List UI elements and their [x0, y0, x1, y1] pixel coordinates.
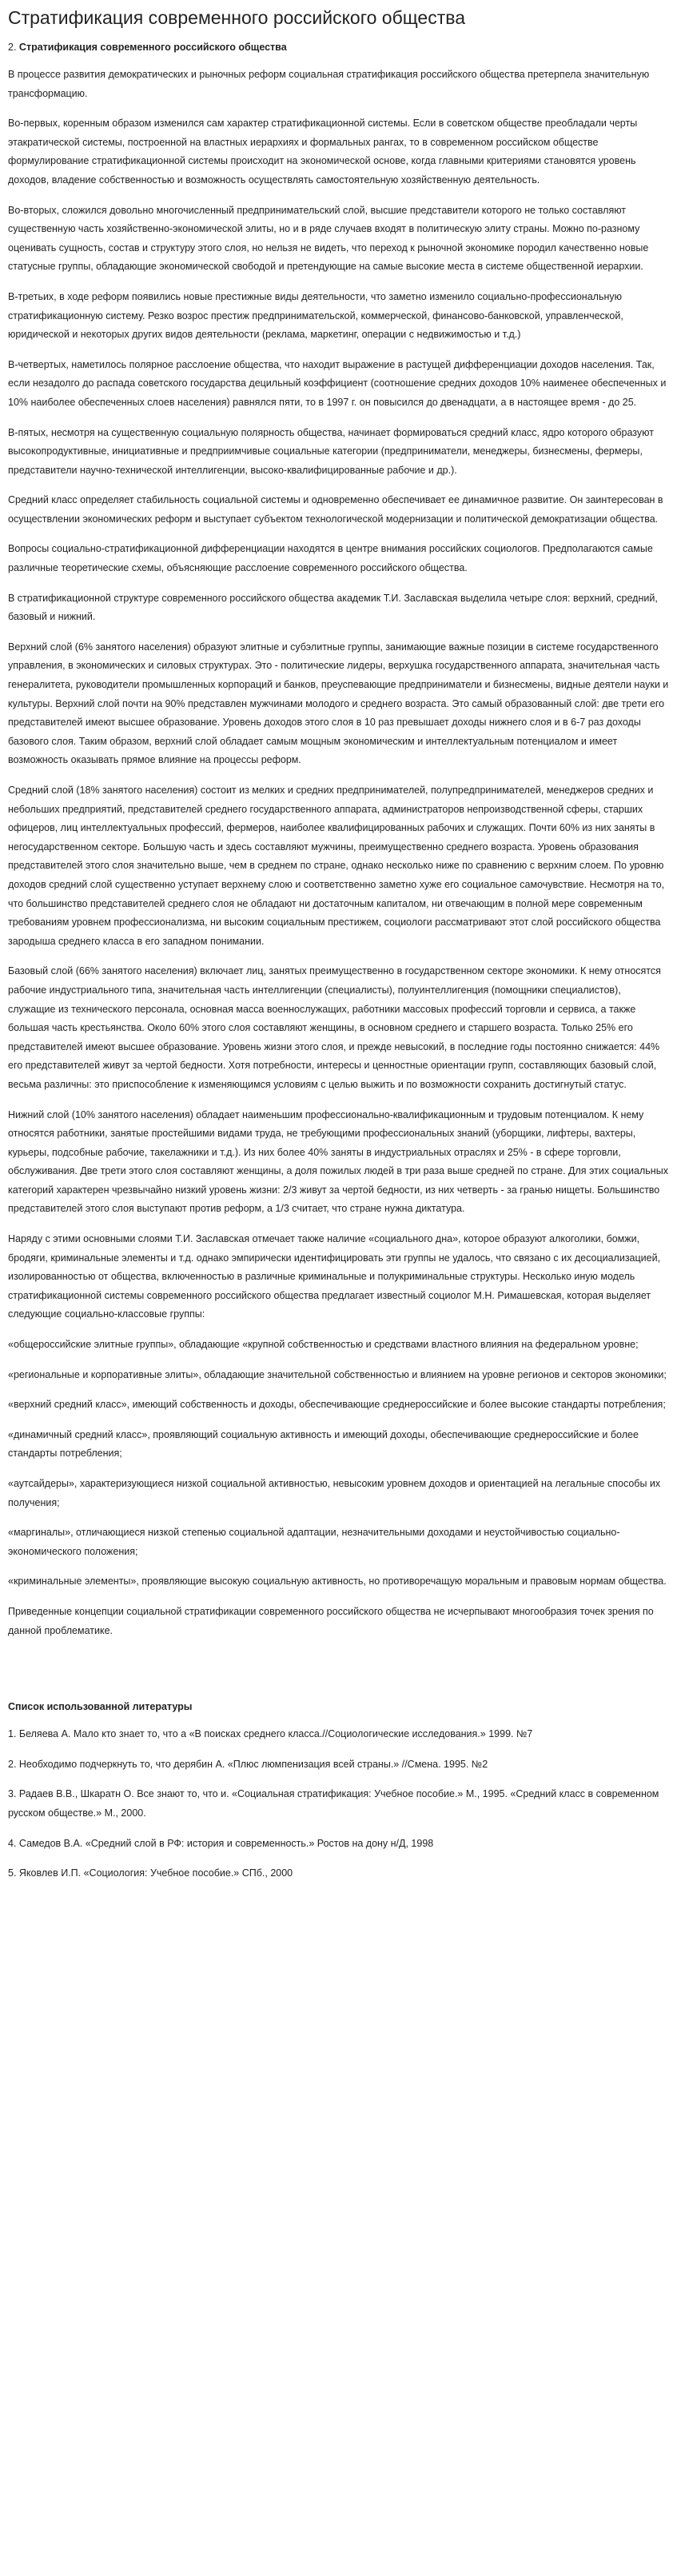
paragraph: Средний класс определяет стабильность социальной системы и одновременно обеспечивает ее динамичное развитие. Он заинтересован в осуществлении экономических реформ и выступает субъектом технологической модернизации и политической демократизации общества.: [8, 494, 663, 525]
paragraph: «криминальные элементы», проявляющие высокую социальную активность, но противоречащую моральным и правовым нормам общества.: [8, 1576, 667, 1588]
paragraph: «верхний средний класс», имеющий собственность и доходы, обеспечивающие среднероссийские и более высокие стандарты потребления;: [8, 1399, 666, 1411]
paragraph: «региональные и корпоративные элиты», обладающие значительной собственностью и влиянием на уровне регионов и секторов экономики;: [8, 1368, 667, 1380]
paragraph: Во-вторых, сложился довольно многочисленный предпринимательский слой, высшие представители которого не только составляют существенную часть хозяйственно-экономической элиты, но и в ряде случаев входят в политическую элиту страны. Можно по-разному оценивать сущность, состав и структуру этого слоя, но нельзя не видеть, что переход к рыночной экономике породил качественно новые статусные группы, обладающие экономической свободой и претендующие на самые высокие места в системе общественной иерархии.: [8, 204, 649, 273]
paragraph: Средний слой (18% занятого населения) состоит из мелких и средних предпринимателей, полупредпринимателей, менеджеров средних и небольших предприятий, представителей среднего государственного аппарата, администраторов непроизводственной сферы, старших офицеров, лиц интеллектуальных профессий, фермеров, наиболее квалифицированных рабочих и служащих. Почти 60% из них заняты в негосударственном секторе. Большую часть и здесь составляют мужчины, преимущественно среднего возраста. Уровень образования представителей этого слоя значительно выше, чем в среднем по стране, однако несколько ниже по сравнению с верхним слоем. По уровню доходов средний слой существенно уступает верхнему слою и соответственно заметно хуже его социальное самочувствие. Несмотря на то, что большинство представителей среднего слоя не обладают ни достаточным капиталом, ни отвечающим в полной мере современным требованиям уровнем профессионализма, ни высоким социальным престижем, социологи рассматривают этот слой российского общества зародыша среднего класса в его западном понимании.: [8, 785, 665, 947]
paragraph: Приведенные концепции социальной стратификации современного российского общества не исчерпывают многообразия точек зрения по данной проблематике.: [8, 1605, 654, 1636]
spacer: [8, 1651, 669, 1699]
paragraph: В процессе развития демократических и рыночных реформ социальная стратификация российского общества претерпела значительную трансформацию.: [8, 69, 650, 99]
literature-item: 2. Необходимо подчеркнуть то, что дерябин А. «Плюс люмпенизация всей страны.» //Смена. 1995. №2: [8, 1758, 488, 1770]
paragraph: «динамичный средний класс», проявляющий социальную активность и имеющий доходы, обеспечивающие среднероссийские и более стандарты потребления;: [8, 1428, 639, 1460]
paragraph: В-третьих, в ходе реформ появились новые престижные виды деятельности, что заметно изменило социально-профессиональную стратификационную систему. Резко возрос престиж предпринимательской, коммерческой, финансово-банковской, управленческой, юридической и некоторых других видов деятельности (реклама, маркетинг, операции с недвижимостью и т.д.): [8, 290, 623, 341]
literature-item: 1. Беляева А. Мало кто знает то, что а «В поисках среднего класса.//Социологические исследования.» 1999. №7: [8, 1728, 533, 1740]
paragraph: Во-первых, коренным образом изменился сам характер стратификационной системы. Если в советском обществе преобладали черты этакратической системы, построенной на властных иерархиях и формальных рангах, то в современном российском обществе формулирование стратификационной системы происходит на экономической основе, когда главными критериями становятся уровень доходов, владение собственностью и возможность осуществлять самостоятельную хозяйственную деятельность.: [8, 118, 638, 186]
paragraph: Наряду с этими основными слоями Т.И. Заславская отмечает также наличие «социального дна», которое образуют алкоголики, бомжи, бродяги, криминальные элементы и т.д. однако эмпирически идентифицировать эти группы не удалось, что связано с их десоциализацией, изолированностью от общества, включенностью в различные криминальные и полукриминальные структуры. Несколько иную модель стратификационной системы современного российского общества предлагает известный социолог М.Н. Римашевская, которая выделяет следующие социально-классовые группы:: [8, 1233, 661, 1320]
section-title: Стратификация современного российского общества: [18, 42, 287, 53]
literature-item: 5. Яковлев И.П. «Социология: Учебное пособие.» СПб., 2000: [8, 1867, 293, 1879]
literature-list: [8, 1725, 669, 1883]
paragraph: «маргиналы», отличающиеся низкой степенью социальной адаптации, незначительными доходами и неустойчивостью социально-экономического положения;: [8, 1527, 620, 1557]
paragraph: «аутсайдеры», характеризующиеся низкой социальной активностью, невысоким уровнем доходов и ориентацией на легальные способы их получения;: [8, 1478, 661, 1508]
paragraph: Базовый слой (66% занятого населения) включает лиц, занятых преимущественно в государственном секторе экономики. К нему относятся рабочие индустриального типа, значительная часть интеллигенции (специалисты), полуинтеллигенция (помощники специалистов), служащие из технического персонала, основная масса военнослужащих, работники массовых профессий торговли и сервиса, а также большая часть крестьянства. Около 60% этого слоя составляют женщины, в основном среднего и старшего возраста. Только 25% его представителей имеют высшее образование. Уровень жизни этого слоя, и прежде невысокий, в последние годы постоянно снижается: 44% его представителей живут за чертой бедности. Хотя потребности, интересы и ценностные ориентации групп, составляющих базовый слой, весьма различны: это приспособление к изменяющимся условиям с целью выжить и по возможности сохранить достигнутый статус.: [8, 965, 661, 1090]
paragraph: В-четвертых, наметилось полярное расслоение общества, что находит выражение в растущей дифференциации доходов населения. Так, если незадолго до распада советского государства децильный коэффициент (соотношение средних доходов 10% наименее обеспеченных и 10% наиболее обеспеченных слоев населения) равнялся пяти, то в 1997 г. он повысился до двенадцати, а в настоящее время - до 25.: [8, 358, 667, 408]
paragraph: Нижний слой (10% занятого населения) обладает наименьшим профессионально-квалификационным и трудовым потенциалом. К нему относятся работники, занятые простейшими видами труда, не требующими профессиональных знаний (уборщики, лифтеры, вахтеры, курьеры, подсобные рабочие, такелажники и т.д.). Из них более 40% заняты в индустриальных отраслях и 25% - в сфере торговли, обслуживания. Две трети этого слоя составляют женщины, а доля пожилых людей в три раза выше средней по стране. Для этих социальных категорий характерен чрезвычайно низкий уровень жизни: 2/3 живут за чертой бедности, из них четверть - за гранью нищеты. Большинство представителей этого слоя выступают против реформ, а 1/3 считает, что стране нужна диктатура.: [8, 1108, 668, 1215]
paragraph: Вопросы социально-стратификационной дифференциации находятся в центре внимания российских социологов. Предполагаются самые различные теоретические схемы, объясняющие расслоение современного российского общества.: [8, 543, 653, 574]
literature-item: 3. Радаев В.В., Шкаратн О. Все знают то, что и. «Социальная стратификация: Учебное пособие.» М., 1995. «Средний класс в современном русском обществе.» М., 2000.: [8, 1788, 659, 1819]
paragraph: «общероссийские элитные группы», обладающие «крупной собственностью и средствами властного влияния на федеральном уровне;: [8, 1339, 639, 1351]
paragraph: В стратификационной структуре современного российского общества академик Т.И. Заславская выделила четыре слоя: верхний, средний, базовый и нижний.: [8, 592, 658, 623]
section-number: 2.: [8, 42, 17, 53]
article-body: [8, 66, 669, 1640]
literature-item: 4. Самедов В.А. «Средний слой в РФ: история и современность.» Ростов на дону н/Д, 1998: [8, 1837, 434, 1849]
literature-heading: Список использованной литературы: [8, 1701, 193, 1713]
paragraph: Верхний слой (6% занятого населения) образуют элитные и субэлитные группы, занимающие важные позиции в системе государственного управления, в экономических и силовых структурах. Это - политические лидеры, верхушка государственного аппарата, значительная часть генералитета, руководители промышленных корпораций и банков, преуспевающие предприниматели и бизнесмены, видные деятели науки и культуры. Верхний слой почти на 90% представлен мужчинами молодого и среднего возраста. Это самый образованный слой: две трети его представителей имеют высшее образование. Уровень доходов этого слоя в 10 раз превышает доходы нижнего слоя и в 6-7 раз доходы базового слоя. Таким образом, верхний слой обладает самым мощным экономическим и интеллектуальным потенциалом и имеет возможность оказывать прямое влияние на процессы реформ.: [8, 641, 669, 766]
section-heading: [8, 40, 669, 54]
paragraph: В-пятых, несмотря на существенную социальную полярность общества, начинает формироваться средний класс, ядро которого образуют высокопродуктивные, инициативные и предприимчивые социальные категории (предприниматели, менеджеры, бизнесмены, фермеры, представители научно-технической интеллигенции, высоко-квалифицированные рабочие и др.).: [8, 426, 654, 476]
page-title: Стратификация современного российского общества: [8, 7, 465, 28]
